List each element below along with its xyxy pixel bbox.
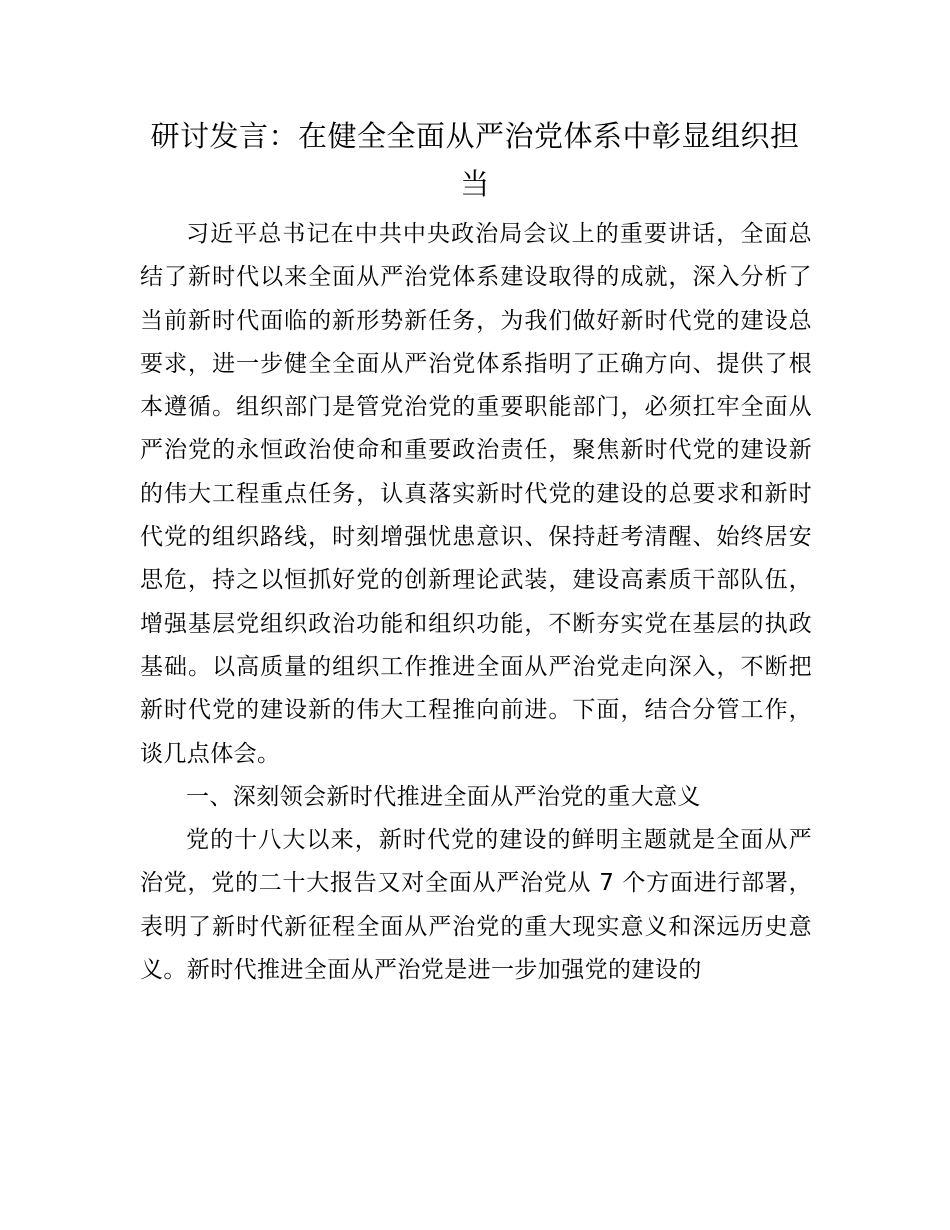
section-heading-1: 一、深刻领会新时代推进全面从严治党的重大意义 [186,783,701,810]
document-body [140,213,812,992]
body-paragraph-intro: 习近平总书记在中共中央政治局会议上的重要讲话，全面总结了新时代以来全面从严治党体系建设取得的成就，深入分析了当前新时代面临的新形势新任务，为我们做好新时代党的建设总要求，进一步健全全面从严治党体系指明了正确方向、提供了根本遵循。组织部门是管党治党的重要职能部门，必须扛牢全面从严治党的永恒政治使命和重要政治责任，聚焦新时代党的建设新的伟大工程重点任务，认真落实新时代党的建设的总要求和新时代党的组织路线，时刻增强忧患意识、保持赶考清醒、始终居安思危，持之以恒抓好党的创新理论武装，建设高素质干部队伍，增强基层党组织政治功能和组织功能，不断夯实党在基层的执政基础。以高质量的组织工作推进全面从严治党走向深入，不断把新时代党的建设新的伟大工程推向前进。下面，结合分管工作，谈几点体会。 [140,221,812,767]
document-title: 研讨发言：在健全全面从严治党体系中彰显组织担当 [150,119,800,201]
body-paragraph-section-1: 党的十八大以来，新时代党的建设的鲜明主题就是全面从严治党，党的二十大报告又对全面从严治党从 7 个方面进行部署，表明了新时代新征程全面从严治党的重大现实意义和深远历史意义。新时代推进全面从严治党是进一步加强党的建设的 [140,827,812,984]
